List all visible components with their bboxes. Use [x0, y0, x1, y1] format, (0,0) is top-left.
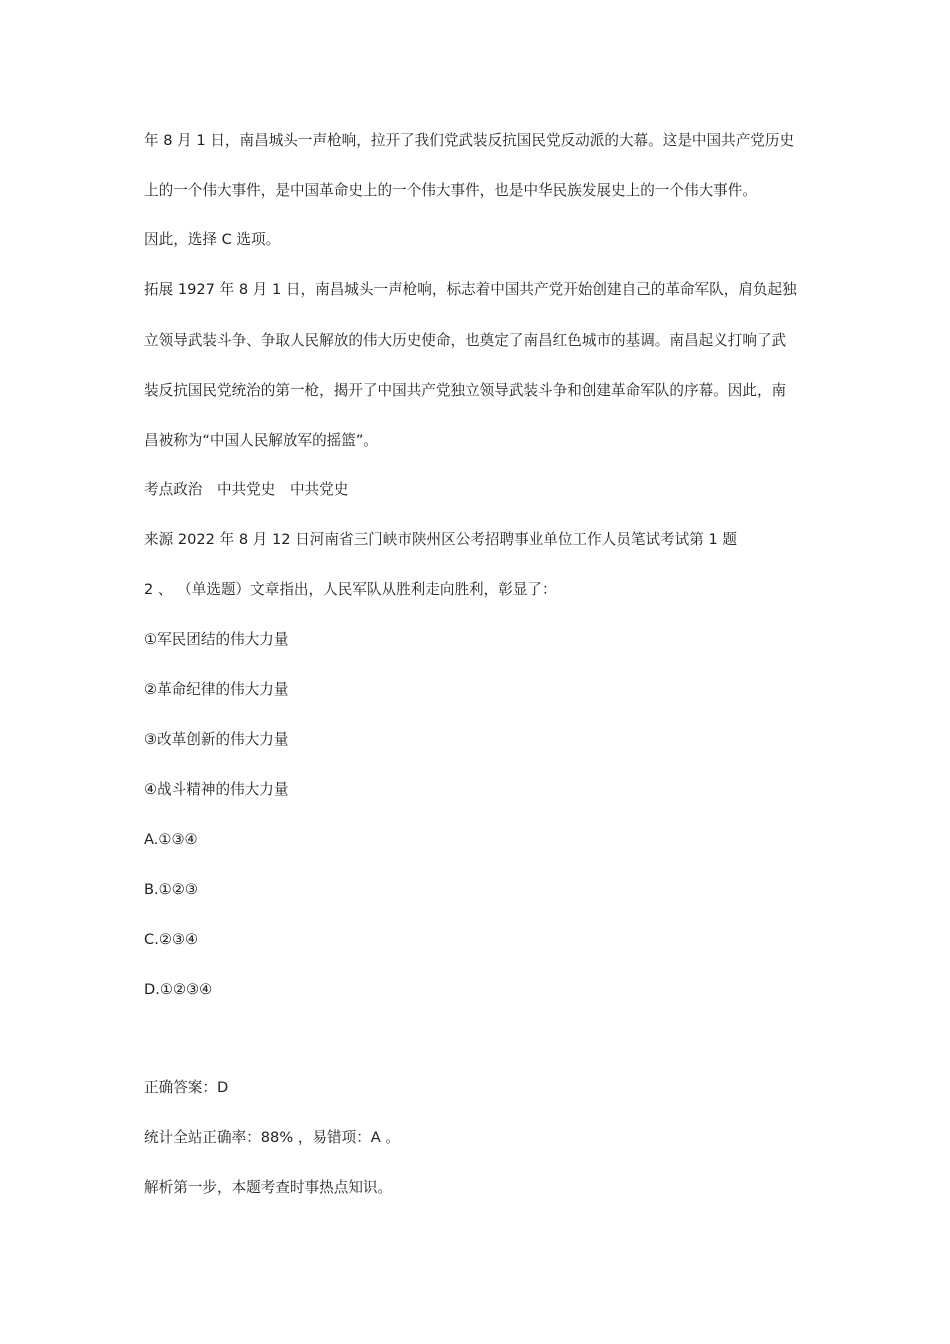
extension-line: 昌被称为“中国人民解放军的摇篮”。 — [144, 432, 379, 449]
extension-line: 立领导武装斗争、争取人民解放的伟大历史使命，也奠定了南昌红色城市的基调。南昌起义打响了武 — [144, 332, 787, 349]
option-d: D.①②③④ — [144, 981, 213, 998]
option-c: C.②③④ — [144, 931, 199, 948]
statement-item: ③改革创新的伟大力量 — [144, 731, 289, 748]
extension-line: 装反抗国民党统治的第一枪，揭开了中国共产党独立领导武装斗争和创建革命军队的序幕。因此，南 — [144, 382, 787, 399]
conclusion-text: 因此，选择 C 选项。 — [144, 231, 281, 248]
source-text: 来源 2022 年 8 月 12 日河南省三门峡市陕州区公考招聘事业单位工作人员笔试考试第 1 题 — [144, 531, 737, 548]
statement-item: ④战斗精神的伟大力量 — [144, 781, 289, 798]
statement-item: ①军民团结的伟大力量 — [144, 631, 289, 648]
option-a: A.①③④ — [144, 831, 198, 848]
topic-tags: 考点政治 中共党史 中共党史 — [144, 481, 349, 498]
paragraph-line: 年 8 月 1 日，南昌城头一声枪响，拉开了我们党武装反抗国民党反动派的大幕。这是中国共产党历史 — [144, 132, 795, 149]
question-stem: 2 、 （单选题）文章指出，人民军队从胜利走向胜利，彰显了： — [144, 581, 557, 598]
analysis-text: 解析第一步，本题考查时事热点知识。 — [144, 1179, 393, 1196]
correct-answer: 正确答案：D — [144, 1079, 229, 1096]
extension-line: 拓展 1927 年 8 月 1 日，南昌城头一声枪响，标志着中国共产党开始创建自己的革命军队，肩负起独 — [144, 281, 797, 298]
option-b: B.①②③ — [144, 881, 198, 898]
statement-item: ②革命纪律的伟大力量 — [144, 681, 289, 698]
answer-stats: 统计全站正确率：88% ，易错项：A 。 — [144, 1129, 401, 1146]
paragraph-line: 上的一个伟大事件，是中国革命史上的一个伟大事件，也是中华民族发展史上的一个伟大事件。 — [144, 182, 757, 199]
